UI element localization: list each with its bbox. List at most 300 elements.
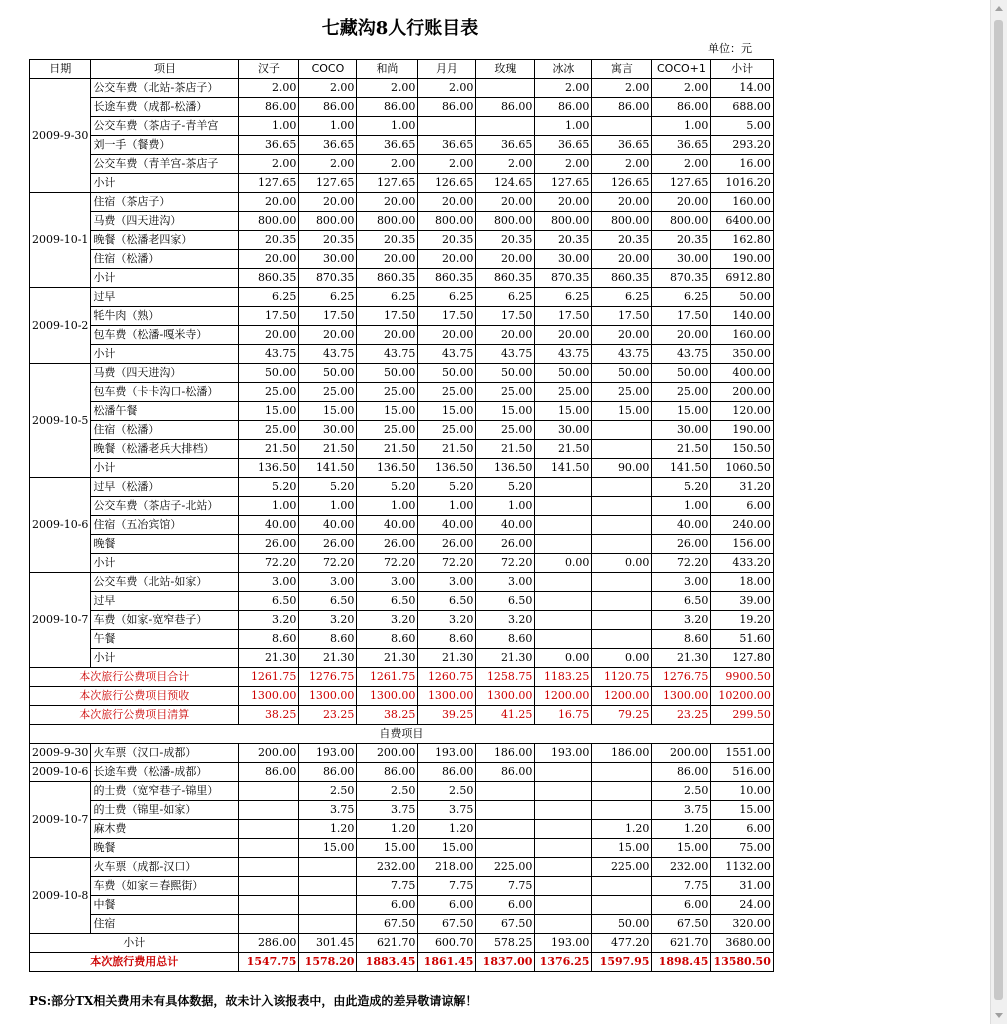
amount-cell [535,611,592,630]
amount-cell: 190.00 [711,421,773,440]
amount-cell: 1.20 [357,820,418,839]
item-cell: 住宿（松潘） [91,421,239,440]
amount-cell: 20.00 [592,326,652,345]
amount-cell: 5.20 [476,478,535,497]
amount-cell: 43.75 [239,345,299,364]
vertical-scrollbar[interactable] [990,0,1007,1024]
amount-cell: 6400.00 [711,212,773,231]
amount-cell: 67.50 [652,915,711,934]
amount-cell: 136.50 [357,459,418,478]
amount-cell: 301.45 [299,934,357,953]
table-row [30,155,774,174]
table-row [30,611,774,630]
item-cell: 午餐 [91,630,239,649]
amount-cell: 50.00 [357,364,418,383]
table-row [30,478,774,497]
amount-cell: 86.00 [535,98,592,117]
amount-cell: 17.50 [299,307,357,326]
amount-cell [592,630,652,649]
amount-cell: 20.00 [652,193,711,212]
amount-cell: 688.00 [711,98,773,117]
item-cell: 马费（四天进沟） [91,364,239,383]
amount-cell: 20.00 [239,193,299,212]
amount-cell [239,896,299,915]
amount-cell: 86.00 [592,98,652,117]
date-cell: 2009-10-2 [30,288,91,364]
amount-cell: 20.00 [592,193,652,212]
amount-cell: 1300.00 [239,687,299,706]
amount-cell: 3.20 [299,611,357,630]
amount-cell: 160.00 [711,326,773,345]
amount-cell: 1300.00 [299,687,357,706]
amount-cell: 2.00 [652,155,711,174]
self-section-row [30,725,774,744]
amount-cell: 15.00 [535,402,592,421]
table-row [30,877,774,896]
table-row [30,345,774,364]
amount-cell: 36.65 [535,136,592,155]
amount-cell: 1.00 [357,117,418,136]
amount-cell: 36.65 [357,136,418,155]
amount-cell: 6.25 [239,288,299,307]
item-cell: 过早 [91,288,239,307]
amount-cell: 193.00 [299,744,357,763]
amount-cell: 5.20 [357,478,418,497]
amount-cell: 136.50 [418,459,476,478]
table-row [30,896,774,915]
amount-cell: 40.00 [239,516,299,535]
table-row [30,440,774,459]
ledger-table [29,59,774,972]
table-row [30,535,774,554]
amount-cell: 293.20 [711,136,773,155]
item-cell: 过早（松潘） [91,478,239,497]
amount-cell [239,858,299,877]
amount-cell: 21.50 [652,440,711,459]
scroll-up-icon[interactable] [995,6,1003,11]
amount-cell: 3.00 [299,573,357,592]
amount-cell: 141.50 [299,459,357,478]
amount-cell: 86.00 [299,763,357,782]
amount-cell: 800.00 [652,212,711,231]
amount-cell: 162.80 [711,231,773,250]
amount-cell: 225.00 [476,858,535,877]
amount-cell: 90.00 [592,459,652,478]
amount-cell: 1276.75 [299,668,357,687]
amount-cell: 5.20 [652,478,711,497]
amount-cell: 72.20 [418,554,476,573]
amount-cell: 0.00 [535,554,592,573]
amount-cell: 26.00 [418,535,476,554]
amount-cell: 1261.75 [239,668,299,687]
amount-cell: 0.00 [592,554,652,573]
amount-cell: 50.00 [652,364,711,383]
amount-cell: 1258.75 [476,668,535,687]
section-heading: 自费项目 [30,725,774,744]
amount-cell: 8.60 [239,630,299,649]
date-cell: 2009-10-7 [30,782,91,858]
amount-cell: 26.00 [299,535,357,554]
amount-cell [299,858,357,877]
amount-cell: 136.50 [239,459,299,478]
amount-cell: 21.50 [418,440,476,459]
amount-cell: 21.50 [535,440,592,459]
amount-cell: 1861.45 [418,953,476,972]
item-cell: 包车费（松潘-嘎米寺） [91,326,239,345]
item-cell: 公交车费（茶店子-青羊宫 [91,117,239,136]
table-row [30,98,774,117]
amount-cell [592,611,652,630]
amount-cell: 240.00 [711,516,773,535]
amount-cell: 20.35 [418,231,476,250]
date-cell: 2009-10-5 [30,364,91,478]
amount-cell: 5.20 [418,478,476,497]
total-label: 本次旅行公费项目合计 [30,668,239,687]
amount-cell: 15.00 [418,402,476,421]
amount-cell: 1060.50 [711,459,773,478]
amount-cell: 2.00 [239,79,299,98]
amount-cell: 21.30 [418,649,476,668]
amount-cell: 86.00 [418,98,476,117]
amount-cell [592,478,652,497]
table-row [30,364,774,383]
amount-cell: 6.00 [418,896,476,915]
amount-cell: 25.00 [476,421,535,440]
amount-cell: 16.75 [535,706,592,725]
amount-cell: 870.35 [535,269,592,288]
amount-cell: 72.20 [476,554,535,573]
amount-cell: 6.25 [652,288,711,307]
amount-cell [535,877,592,896]
table-row [30,782,774,801]
table-row [30,79,774,98]
amount-cell: 21.50 [299,440,357,459]
amount-cell: 6.50 [239,592,299,611]
amount-cell: 43.75 [299,345,357,364]
item-cell: 住宿（松潘） [91,250,239,269]
table-row [30,839,774,858]
self-subtotal-row [30,934,774,953]
amount-cell: 79.25 [592,706,652,725]
amount-cell: 25.00 [239,421,299,440]
item-cell: 晚餐 [91,535,239,554]
item-cell: 公交车费（青羊宫-茶店子 [91,155,239,174]
amount-cell: 30.00 [652,250,711,269]
amount-cell: 0.00 [535,649,592,668]
amount-cell: 3.00 [652,573,711,592]
amount-cell: 6.50 [299,592,357,611]
amount-cell: 6.00 [652,896,711,915]
item-cell: 牦牛肉（熟） [91,307,239,326]
amount-cell: 1883.45 [357,953,418,972]
amount-cell: 127.65 [535,174,592,193]
amount-cell [592,782,652,801]
amount-cell [299,877,357,896]
amount-cell: 1.00 [239,117,299,136]
amount-cell: 20.00 [592,250,652,269]
amount-cell [239,877,299,896]
amount-cell: 15.00 [592,839,652,858]
amount-cell: 225.00 [592,858,652,877]
amount-cell: 18.00 [711,573,773,592]
amount-cell: 3.20 [476,611,535,630]
amount-cell [476,820,535,839]
amount-cell: 38.25 [357,706,418,725]
amount-cell: 75.00 [711,839,773,858]
amount-cell: 800.00 [299,212,357,231]
amount-cell: 1547.75 [239,953,299,972]
amount-cell: 26.00 [476,535,535,554]
amount-cell: 2.00 [476,155,535,174]
item-cell: 的士费（锦里-如家） [91,801,239,820]
amount-cell: 25.00 [418,383,476,402]
amount-cell: 8.60 [418,630,476,649]
table-row [30,459,774,478]
amount-cell: 3.00 [239,573,299,592]
table-row [30,801,774,820]
item-cell: 公交车费（茶店子-北站） [91,497,239,516]
amount-cell: 40.00 [476,516,535,535]
amount-cell: 3.00 [357,573,418,592]
amount-cell: 25.00 [592,383,652,402]
amount-cell: 15.00 [357,839,418,858]
amount-cell: 1.00 [652,117,711,136]
amount-cell: 0.00 [592,649,652,668]
amount-cell: 1.00 [299,497,357,516]
item-cell: 长途车费（松潘-成都） [91,763,239,782]
amount-cell [476,801,535,820]
total-label: 本次旅行公费项目清算 [30,706,239,725]
amount-cell: 2.00 [299,79,357,98]
amount-cell: 20.00 [357,250,418,269]
amount-cell: 20.35 [652,231,711,250]
amount-cell: 21.30 [357,649,418,668]
amount-cell: 186.00 [592,744,652,763]
item-cell: 包车费（卡卡沟口-松潘） [91,383,239,402]
amount-cell: 1300.00 [652,687,711,706]
amount-cell: 20.00 [476,326,535,345]
amount-cell: 1.00 [535,117,592,136]
amount-cell: 3.75 [652,801,711,820]
amount-cell: 3.20 [652,611,711,630]
amount-cell: 8.60 [299,630,357,649]
item-cell: 刘一手（餐费） [91,136,239,155]
scroll-down-icon[interactable] [995,1013,1003,1018]
date-cell: 2009-10-6 [30,763,91,782]
amount-cell: 127.65 [357,174,418,193]
amount-cell: 800.00 [476,212,535,231]
amount-cell: 15.00 [652,839,711,858]
amount-cell: 86.00 [239,98,299,117]
amount-cell: 20.00 [239,326,299,345]
amount-cell: 21.30 [476,649,535,668]
amount-cell: 15.00 [239,402,299,421]
amount-cell: 160.00 [711,193,773,212]
amount-cell: 43.75 [652,345,711,364]
column-header: 日期 [30,60,91,79]
amount-cell: 1.20 [592,820,652,839]
table-row [30,554,774,573]
amount-cell: 299.50 [711,706,773,725]
amount-cell: 17.50 [592,307,652,326]
item-cell: 小计 [91,269,239,288]
item-cell: 小计 [91,554,239,573]
date-cell: 2009-10-6 [30,478,91,573]
amount-cell: 86.00 [299,98,357,117]
amount-cell [239,820,299,839]
amount-cell: 870.35 [652,269,711,288]
amount-cell: 286.00 [239,934,299,953]
amount-cell: 1260.75 [418,668,476,687]
item-cell: 住宿 [91,915,239,934]
amount-cell: 800.00 [535,212,592,231]
amount-cell: 50.00 [476,364,535,383]
table-row [30,212,774,231]
amount-cell: 50.00 [535,364,592,383]
amount-cell: 126.65 [592,174,652,193]
amount-cell: 1.20 [418,820,476,839]
amount-cell: 433.20 [711,554,773,573]
table-row [30,516,774,535]
amount-cell: 2.00 [592,155,652,174]
amount-cell: 86.00 [652,763,711,782]
amount-cell: 6.25 [299,288,357,307]
amount-cell: 16.00 [711,155,773,174]
amount-cell [535,478,592,497]
amount-cell: 15.00 [299,402,357,421]
amount-cell [535,820,592,839]
item-cell: 马费（四天进沟） [91,212,239,231]
item-cell: 松潘午餐 [91,402,239,421]
public-total-row [30,706,774,725]
date-cell: 2009-10-1 [30,193,91,288]
table-row [30,193,774,212]
amount-cell: 2.00 [299,155,357,174]
amount-cell: 1016.20 [711,174,773,193]
amount-cell: 7.75 [357,877,418,896]
amount-cell: 350.00 [711,345,773,364]
amount-cell [535,782,592,801]
amount-cell [592,516,652,535]
scrollbar-thumb[interactable] [994,20,1003,1000]
amount-cell: 38.25 [239,706,299,725]
amount-cell: 400.00 [711,364,773,383]
column-header: COCO+1 [652,60,711,79]
amount-cell: 15.00 [592,402,652,421]
amount-cell: 23.25 [652,706,711,725]
date-cell: 2009-9-30 [30,744,91,763]
amount-cell: 5.20 [239,478,299,497]
amount-cell: 7.75 [418,877,476,896]
amount-cell: 15.00 [476,402,535,421]
amount-cell: 20.00 [476,250,535,269]
amount-cell: 2.00 [357,155,418,174]
amount-cell [535,839,592,858]
amount-cell: 2.50 [652,782,711,801]
table-row [30,402,774,421]
amount-cell: 67.50 [357,915,418,934]
item-cell: 的士费（宽窄巷子-锦里） [91,782,239,801]
item-cell: 过早 [91,592,239,611]
item-cell: 小计 [91,345,239,364]
amount-cell: 20.35 [239,231,299,250]
grand-total-row [30,953,774,972]
amount-cell: 40.00 [357,516,418,535]
amount-cell: 15.00 [357,402,418,421]
amount-cell: 5.20 [299,478,357,497]
amount-cell [535,896,592,915]
amount-cell: 140.00 [711,307,773,326]
amount-cell [535,915,592,934]
amount-cell: 870.35 [299,269,357,288]
amount-cell: 40.00 [299,516,357,535]
table-row [30,763,774,782]
amount-cell: 20.00 [535,326,592,345]
amount-cell: 31.00 [711,877,773,896]
amount-cell: 17.50 [357,307,418,326]
amount-cell: 15.00 [418,839,476,858]
amount-cell: 7.75 [476,877,535,896]
amount-cell: 3.00 [418,573,476,592]
amount-cell: 477.20 [592,934,652,953]
amount-cell [535,763,592,782]
amount-cell: 127.65 [239,174,299,193]
amount-cell: 8.60 [652,630,711,649]
amount-cell: 2.00 [652,79,711,98]
amount-cell [535,516,592,535]
amount-cell: 72.20 [357,554,418,573]
total-label: 本次旅行公费项目预收 [30,687,239,706]
amount-cell: 6912.80 [711,269,773,288]
amount-cell: 1276.75 [652,668,711,687]
amount-cell [592,117,652,136]
amount-cell: 10.00 [711,782,773,801]
amount-cell: 124.65 [476,174,535,193]
item-cell: 火车票（成都-汉口） [91,858,239,877]
amount-cell: 3.00 [476,573,535,592]
amount-cell [299,915,357,934]
amount-cell: 6.25 [476,288,535,307]
amount-cell: 1200.00 [592,687,652,706]
amount-cell: 67.50 [476,915,535,934]
amount-cell [535,497,592,516]
amount-cell [592,573,652,592]
amount-cell: 860.35 [418,269,476,288]
amount-cell: 36.65 [476,136,535,155]
amount-cell: 15.00 [711,801,773,820]
amount-cell: 127.65 [299,174,357,193]
amount-cell [476,782,535,801]
table-row [30,744,774,763]
amount-cell: 30.00 [535,421,592,440]
ledger-body [30,60,774,972]
amount-cell: 50.00 [711,288,773,307]
amount-cell: 1300.00 [476,687,535,706]
amount-cell: 20.00 [239,250,299,269]
table-row [30,421,774,440]
amount-cell: 43.75 [357,345,418,364]
amount-cell: 141.50 [652,459,711,478]
amount-cell: 6.00 [711,497,773,516]
amount-cell: 6.50 [357,592,418,611]
amount-cell: 1261.75 [357,668,418,687]
amount-cell: 193.00 [535,744,592,763]
amount-cell: 72.20 [299,554,357,573]
item-cell: 公交车费（北站-如家） [91,573,239,592]
amount-cell: 1597.95 [592,953,652,972]
column-header: 项目 [91,60,239,79]
amount-cell: 860.35 [239,269,299,288]
